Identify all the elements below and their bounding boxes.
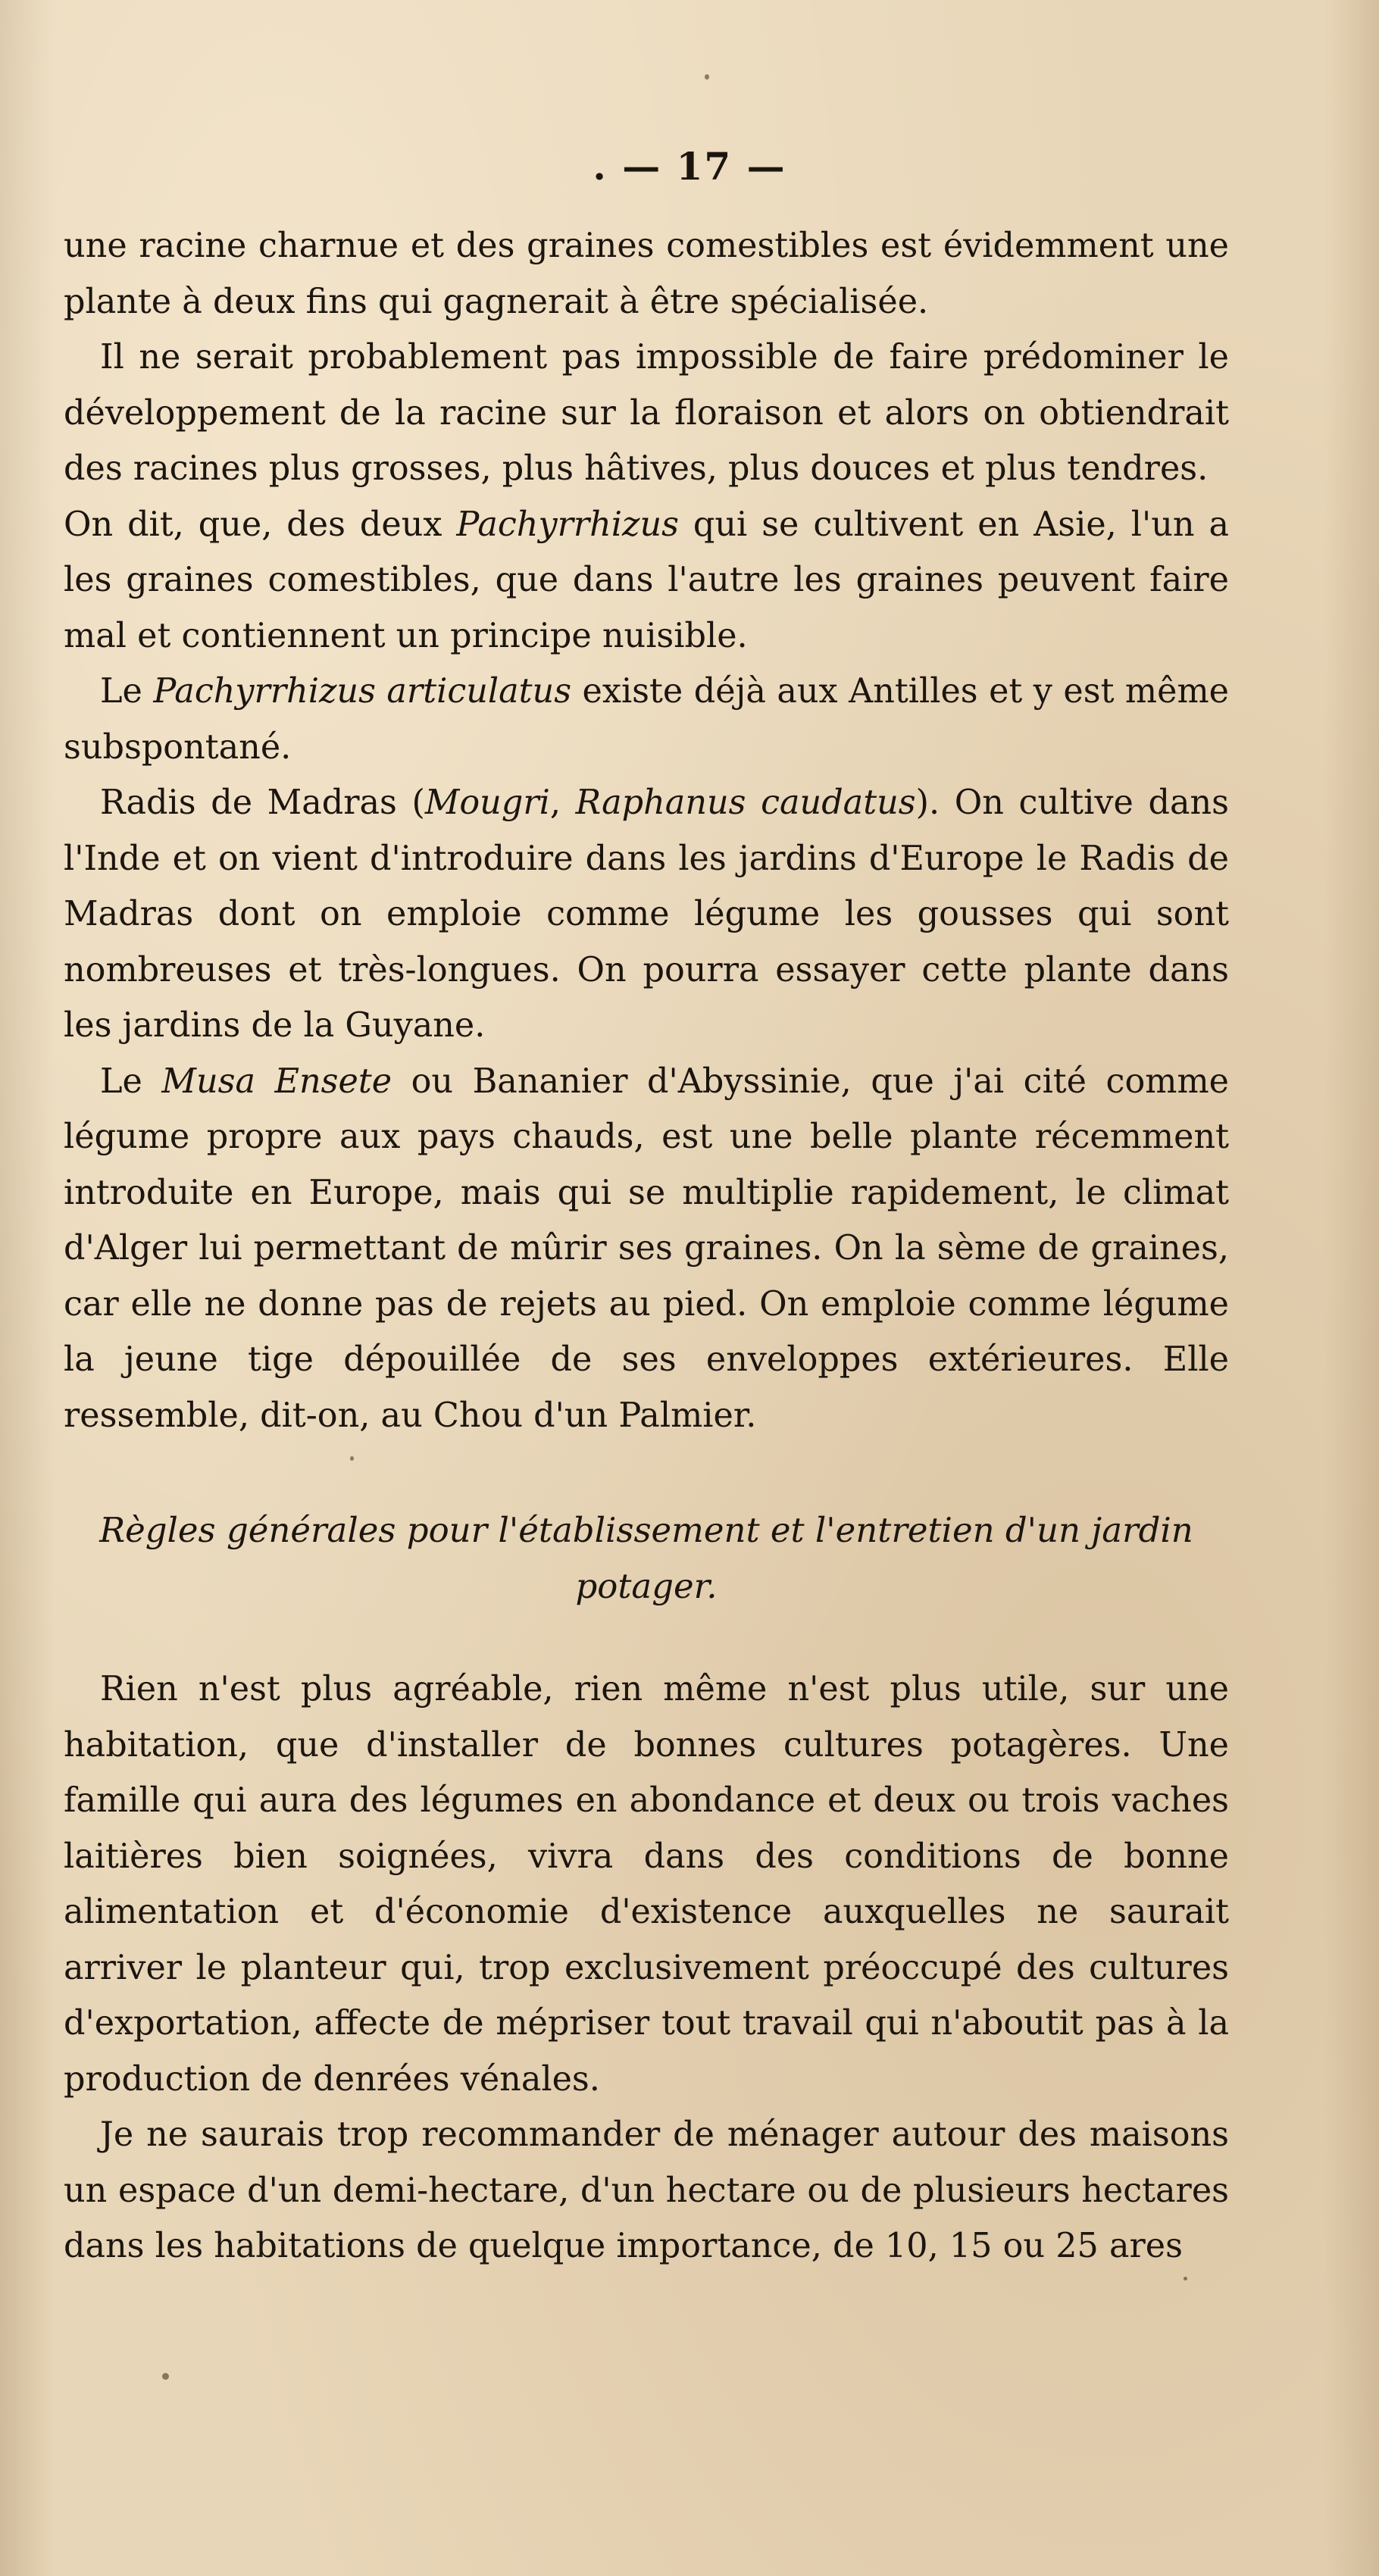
section-heading: Règles générales pour l'établissement et l'entretien d'un jardin potager. <box>99 1510 1193 1606</box>
paragraph-2: Il ne serait probablement pas impossible de faire prédominer le développement de la racine sur la floraison et alors on obtiendrait des racines plus grosses, plus hâtives, plus douces et plus tendres. <box>64 338 1229 488</box>
body-text <box>64 218 1229 2274</box>
paragraph-5-text-a: Radis de Madras ( <box>100 783 425 822</box>
paragraph-3 <box>64 497 1229 664</box>
paragraph-7: Rien n'est plus agréable, rien même n'est plus utile, sur une habitation, que d'installer de bonnes cultures potagères. Une famille qui aura des légumes en abondance et deux ou trois vaches laitières bien soignées, vivra dans des conditions de bonne alimentation et d'économie d'existence auxquelles ne saurait arriver le planteur qui, trop exclusivement préoccupé des cultures d'exportation, affecte de mépriser tout travail qui n'aboutit pas à la production de denrées vénales. <box>64 1670 1229 2099</box>
paper-speck <box>705 74 709 80</box>
paragraph-5-text-e: ). On cultive dans l'Inde et on vient d'introduire dans les jardins d'Europe le Radis de Madras dont on emploie comme légume les gousses qui sont nombreuses et très-longues. On pourra essayer cette plante dans les jardins de la Guyane. <box>64 783 1229 1045</box>
paragraph-4-species-name: Pachyrrhizus articulatus <box>153 672 572 711</box>
paragraph-4 <box>64 664 1229 775</box>
paragraph-3-text-a: On dit, que, des deux <box>64 505 457 544</box>
paragraph-1: une racine charnue et des graines comestibles est évidemment une plante à deux fins qui gagnerait à être spécialisée. <box>64 227 1229 321</box>
paragraph-6-text-c: ou Bananier d'Abyssinie, que j'ai cité comme légume propre aux pays chauds, est une belle plante récemment introduite en Europe, mais qui se multiplie rapidement, le climat d'Alger lui permettant de mûrir ses graines. On la sème de graines, car elle ne donne pas de rejets au pied. On emploie comme légume la jeune tige dépouillée de ses enveloppes extérieures. Elle ressemble, dit-on, au Chou d'un Palmier. <box>64 1061 1229 1435</box>
page-number-header: . — 17 — <box>593 144 786 189</box>
paper-speck <box>162 2373 169 2380</box>
paragraph-4-text-c: existe déjà aux Antilles et y est même subspontané. <box>64 672 1229 767</box>
paragraph-6-text-a: Le <box>100 1061 162 1101</box>
paper-speck <box>350 1456 354 1461</box>
paragraph-5 <box>64 775 1229 1054</box>
paragraph-5-text-c: , <box>549 783 576 822</box>
paragraph-3-text-c: qui se cultivent en Asie, l'un a les graines comestibles, que dans l'autre les graines peuvent faire mal et contiennent un principe nuisible. <box>64 505 1229 655</box>
paragraph-5-species-name: Raphanus caudatus <box>575 783 916 822</box>
paragraph-4-text-a: Le <box>100 672 154 711</box>
paper-speck <box>1184 2277 1187 2281</box>
paragraph-3-genus-name: Pachyrrhizus <box>456 505 679 544</box>
paragraph-6-species-name: Musa Ensete <box>161 1061 392 1101</box>
paragraph-8: Je ne saurais trop recommander de ménager autour des maisons un espace d'un demi-hectare, d'un hectare ou de plusieurs hectares dans les habitations de quelque importance, de 10, 15 ou 25 ares <box>64 2115 1229 2265</box>
paragraph-5-common-name: Mougri <box>424 783 550 822</box>
paragraph-6 <box>64 1054 1229 1444</box>
